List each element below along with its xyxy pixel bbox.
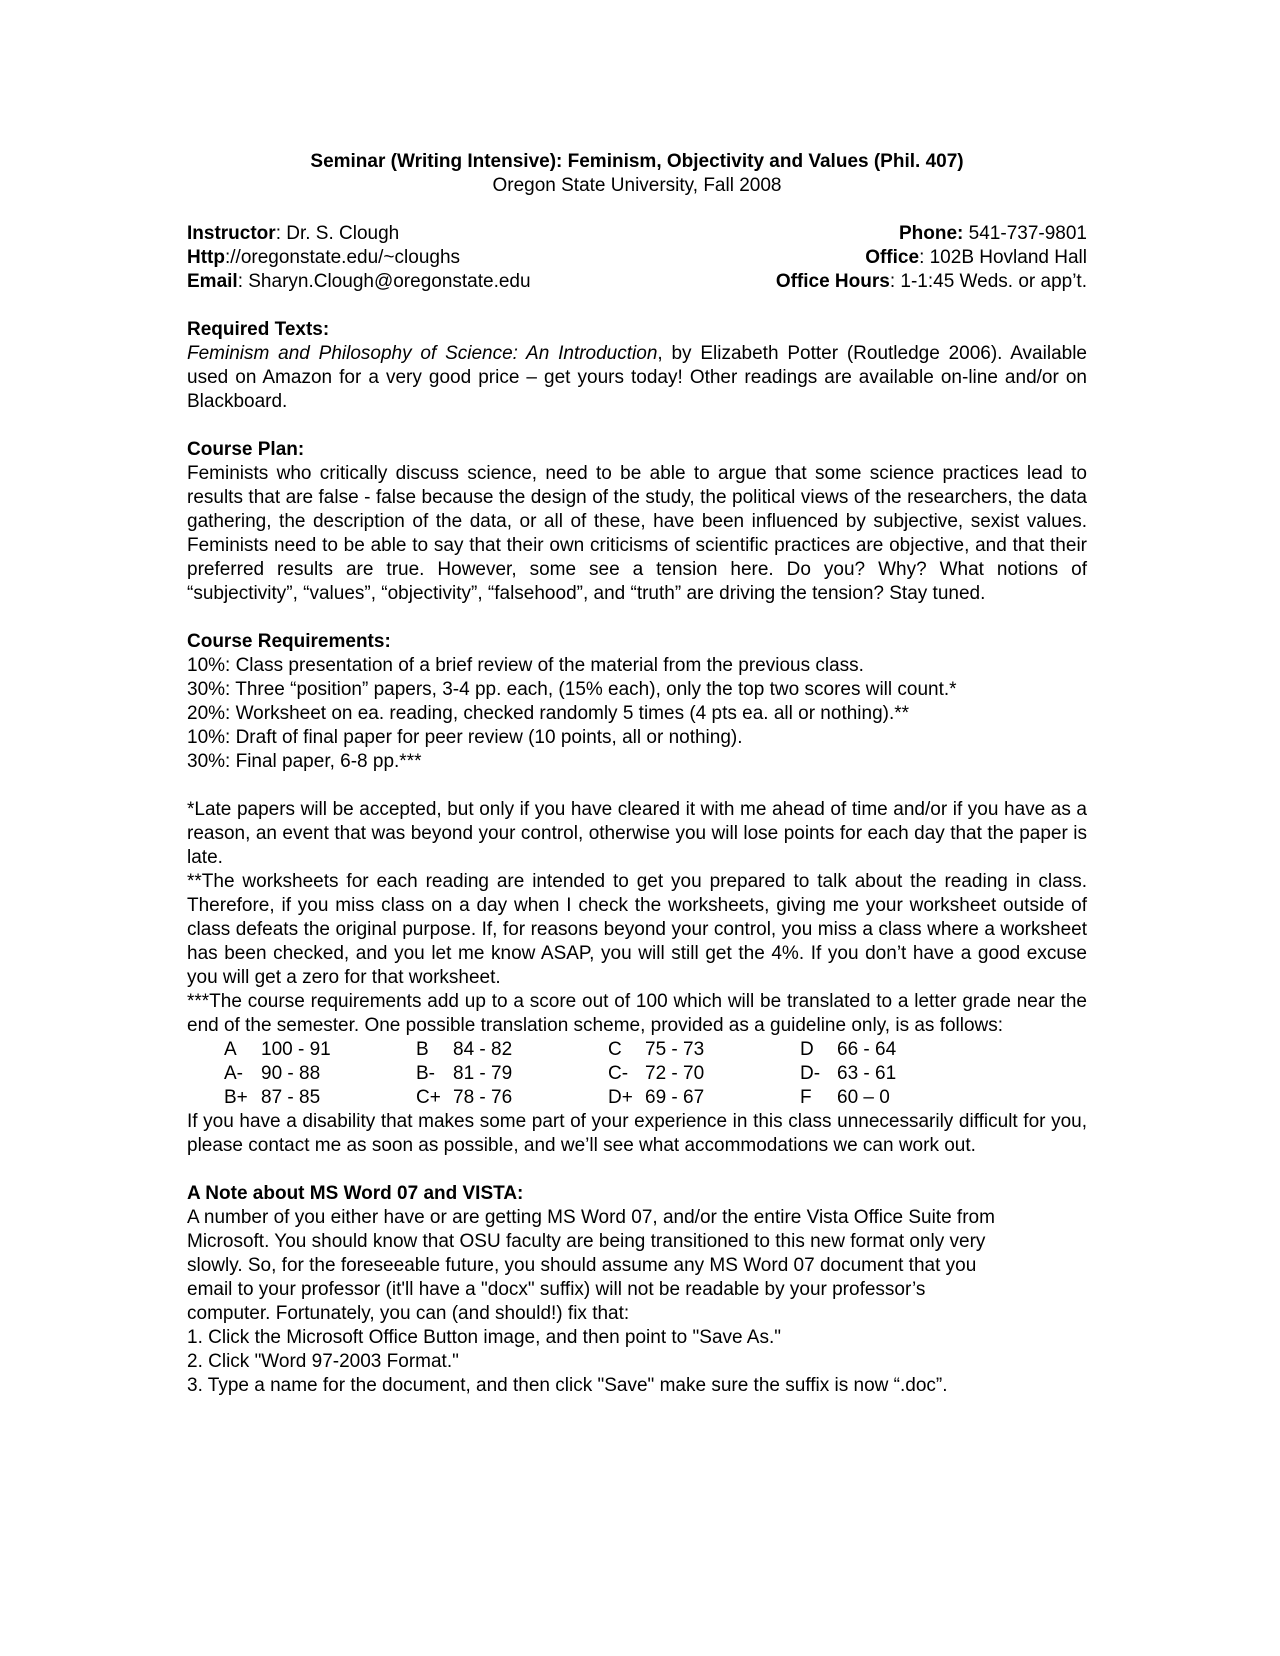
disability-note: If you have a disability that makes some part of your experience in this class unnecessarily difficult for you, please contact me as soon as possible, and we’ll see what accommodations we can work out. <box>187 1111 1087 1156</box>
http-line <box>187 246 531 270</box>
contact-info <box>187 222 1087 294</box>
grade-range: 60 – 0 <box>837 1087 890 1108</box>
grade-letter: B- <box>416 1063 435 1084</box>
ms-word-heading: A Note about MS Word 07 and VISTA: <box>187 1183 524 1204</box>
office-label: Office <box>865 247 920 268</box>
course-plan-heading: Course Plan: <box>187 439 305 460</box>
office-hours-label: Office Hours <box>775 271 890 292</box>
grade-table <box>224 1038 1087 1110</box>
office-line <box>776 246 1087 270</box>
late-papers-note: *Late papers will be accepted, but only if you have cleared it with me ahead of time and/or if you have as a reason, an event that was beyond your control, otherwise you will lose points for each day that the paper is late. <box>187 799 1087 868</box>
grade-letter: B <box>416 1039 429 1060</box>
required-texts-section <box>187 318 1087 414</box>
requirements-heading: Course Requirements: <box>187 631 391 652</box>
email-value: : Sharyn.Clough@oregonstate.edu <box>237 271 531 292</box>
ms-word-step: 1. Click the Microsoft Office Button image, and then point to "Save As." <box>187 1327 782 1348</box>
title-block <box>187 150 1087 198</box>
requirement-item: 10%: Draft of final paper for peer review (10 points, all or nothing). <box>187 727 743 748</box>
ms-word-line: computer. Fortunately, you can (and should!) fix that: <box>187 1303 630 1324</box>
ms-word-step: 3. Type a name for the document, and then click "Save" make sure the suffix is now “.doc”. <box>187 1375 948 1396</box>
grade-range: 63 - 61 <box>837 1063 897 1084</box>
grade-letter: C <box>608 1039 622 1060</box>
contact-right <box>776 222 1087 294</box>
grade-letter: C- <box>608 1063 629 1084</box>
book-title: Feminism and Philosophy of Science: An Introduction <box>187 343 658 364</box>
ms-word-line: email to your professor (it'll have a "docx" suffix) will not be readable by your professor’s <box>187 1279 926 1300</box>
grade-range: 72 - 70 <box>645 1063 705 1084</box>
grade-range: 75 - 73 <box>645 1039 705 1060</box>
ms-word-line: Microsoft. You should know that OSU faculty are being transitioned to this new format only very <box>187 1231 986 1252</box>
email-label: Email <box>187 271 238 292</box>
notes-section <box>187 798 1087 1038</box>
course-subtitle: Oregon State University, Fall 2008 <box>492 175 782 196</box>
contact-left <box>187 222 531 294</box>
course-title: Seminar (Writing Intensive): Feminism, Objectivity and Values (Phil. 407) <box>310 151 964 172</box>
worksheets-note: **The worksheets for each reading are intended to get you prepared to talk about the reading in class. Therefore, if you miss class on a day when I check the worksheets, giving me your worksheet outside of class defeats the original purpose. If, for reasons beyond your control, you miss a class where a worksheet has been checked, and you let me know ASAP, you will still get the 4%. If you don’t have a good excuse you will get a zero for that worksheet. <box>187 871 1087 988</box>
ms-word-line: A number of you either have or are getting MS Word 07, and/or the entire Vista Office Suite from <box>187 1207 995 1228</box>
course-plan-section <box>187 438 1087 606</box>
http-value: ://oregonstate.edu/~cloughs <box>224 247 461 268</box>
grade-letter: C+ <box>416 1087 441 1108</box>
ms-word-line: slowly. So, for the foreseeable future, you should assume any MS Word 07 document that you <box>187 1255 977 1276</box>
grade-range: 78 - 76 <box>453 1087 513 1108</box>
grade-letter: A <box>224 1039 237 1060</box>
grade-letter: D- <box>800 1063 821 1084</box>
grade-row <box>224 1062 1087 1086</box>
office-hours-line <box>776 270 1087 294</box>
http-label: Http <box>187 247 225 268</box>
grade-range: 84 - 82 <box>453 1039 513 1060</box>
required-texts-body <box>187 342 1087 414</box>
grade-letter: B+ <box>224 1087 248 1108</box>
grading-note: ***The course requirements add up to a score out of 100 which will be translated to a letter grade near the end of the semester. One possible translation scheme, provided as a guideline only, is as follows: <box>187 991 1087 1036</box>
ms-word-section <box>187 1182 1087 1398</box>
grade-row <box>224 1038 1087 1062</box>
phone-line <box>776 222 1087 246</box>
grade-range: 81 - 79 <box>453 1063 513 1084</box>
grade-range: 66 - 64 <box>837 1039 897 1060</box>
ms-word-step: 2. Click "Word 97-2003 Format." <box>187 1351 459 1372</box>
email-line <box>187 270 531 294</box>
requirement-item: 20%: Worksheet on ea. reading, checked randomly 5 times (4 pts ea. all or nothing).** <box>187 703 910 724</box>
grade-letter: A- <box>224 1063 243 1084</box>
requirement-item: 30%: Three “position” papers, 3-4 pp. each, (15% each), only the top two scores will count.* <box>187 679 957 700</box>
grade-range: 69 - 67 <box>645 1087 705 1108</box>
required-texts-text: , by Elizabeth Potter (Routledge 2006). Available used on Amazon for a very good price – get yours today! Other readings are available on-line and/or on Blackboard. <box>187 343 1087 412</box>
requirement-item: 30%: Final paper, 6-8 pp.*** <box>187 751 422 772</box>
grade-range: 87 - 85 <box>261 1087 321 1108</box>
phone-label: Phone: <box>899 223 964 244</box>
requirement-item: 10%: Class presentation of a brief review of the material from the previous class. <box>187 655 864 676</box>
required-texts-heading: Required Texts: <box>187 319 330 340</box>
grade-letter: F <box>800 1087 812 1108</box>
course-plan-body: Feminists who critically discuss science, need to be able to argue that some science practices lead to results that are false - false because the design of the study, the political views of the researchers, the data gathering, the description of the data, or all of these, have been influenced by subjective, sexist values. Feminists need to be able to say that their own criticisms of scientific practices are objective, and that their preferred results are true. However, some see a tension here. Do you? Why? What notions of “subjectivity”, “values”, “objectivity”, “falsehood”, and “truth” are driving the tension? Stay tuned. <box>187 463 1087 604</box>
grade-letter: D+ <box>608 1087 633 1108</box>
instructor-value: : Dr. S. Clough <box>275 223 400 244</box>
instructor-label: Instructor <box>187 223 276 244</box>
office-value: : 102B Hovland Hall <box>919 247 1087 268</box>
grade-range: 100 - 91 <box>261 1039 331 1060</box>
requirements-section <box>187 630 1087 774</box>
phone-value: 541-737-9801 <box>963 223 1087 244</box>
instructor-line <box>187 222 531 246</box>
office-hours-value: : 1-1:45 Weds. or app’t. <box>889 271 1087 292</box>
grade-range: 90 - 88 <box>261 1063 321 1084</box>
grade-row <box>224 1086 1087 1110</box>
grade-letter: D <box>800 1039 814 1060</box>
